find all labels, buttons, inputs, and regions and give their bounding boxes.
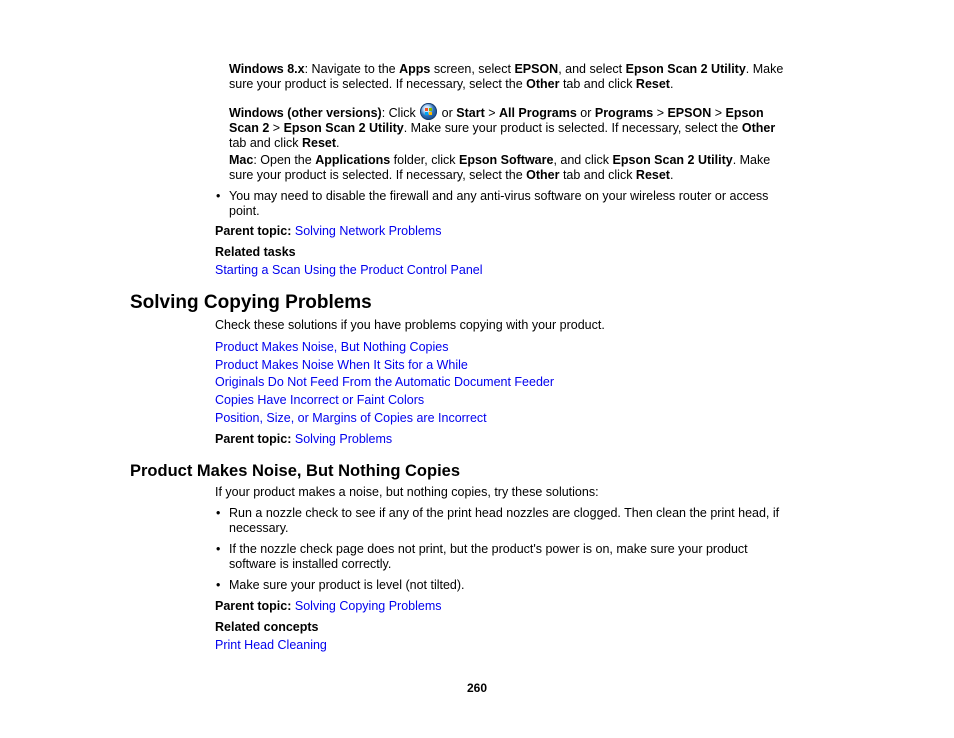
windows-other-instructions: Windows (other versions): Click or Start > All Programs or Programs > EPSON > Epson Scan 2 > Epson Scan 2 Utility. Make sure your product is selected. If necessary, select the Other tab and click Reset. — [229, 103, 819, 151]
parent-topic: Parent topic: Solving Network Problems — [215, 224, 442, 238]
subsection-title: Product Makes Noise, But Nothing Copies — [130, 462, 461, 480]
related-tasks-heading: Related tasks — [215, 245, 296, 259]
bullet-icon: • — [216, 578, 221, 592]
parent-topic-link[interactable]: Solving Problems — [294, 432, 393, 446]
section-title: Solving Copying Problems — [130, 292, 372, 313]
topic-link[interactable]: Originals Do Not Feed From the Automatic Document Feeder — [215, 375, 555, 389]
topic-link[interactable]: Copies Have Incorrect or Faint Colors — [215, 393, 425, 407]
topic-link[interactable]: Product Makes Noise, But Nothing Copies — [215, 340, 449, 354]
parent-topic: Parent topic: Solving Problems — [215, 432, 393, 446]
windows8-instructions: Windows 8.x: Navigate to the Apps screen, select EPSON, and select Epson Scan 2 Utility. Make sure your product is selected. If necessary, select the Other tab and click Reset. — [229, 62, 784, 91]
related-task-link[interactable]: Starting a Scan Using the Product Control Panel — [215, 263, 483, 277]
related-concepts-heading: Related concepts — [215, 620, 319, 634]
mac-instructions: Mac: Open the Applications folder, click Epson Software, and click Epson Scan 2 Utility. Make sure your product is selected. If necessary, select the Other tab and click Reset. — [229, 153, 771, 182]
section-intro: Check these solutions if you have problems copying with your product. — [215, 318, 605, 332]
parent-topic-link[interactable]: Solving Copying Problems — [294, 599, 442, 613]
subsection-intro: If your product makes a noise, but nothing copies, try these solutions: — [215, 485, 599, 499]
related-concept-link[interactable]: Print Head Cleaning — [215, 638, 327, 652]
parent-topic: Parent topic: Solving Copying Problems — [215, 599, 442, 613]
parent-topic-link[interactable]: Solving Network Problems — [294, 224, 442, 238]
windows-start-icon — [420, 103, 437, 120]
page-number: 260 — [466, 681, 488, 695]
topic-link[interactable]: Position, Size, or Margins of Copies are Incorrect — [215, 411, 487, 425]
bullet-icon: • — [216, 506, 221, 520]
bullet-icon: • — [216, 542, 221, 556]
topic-link[interactable]: Product Makes Noise When It Sits for a While — [215, 358, 468, 372]
bullet-icon: • — [216, 189, 221, 203]
